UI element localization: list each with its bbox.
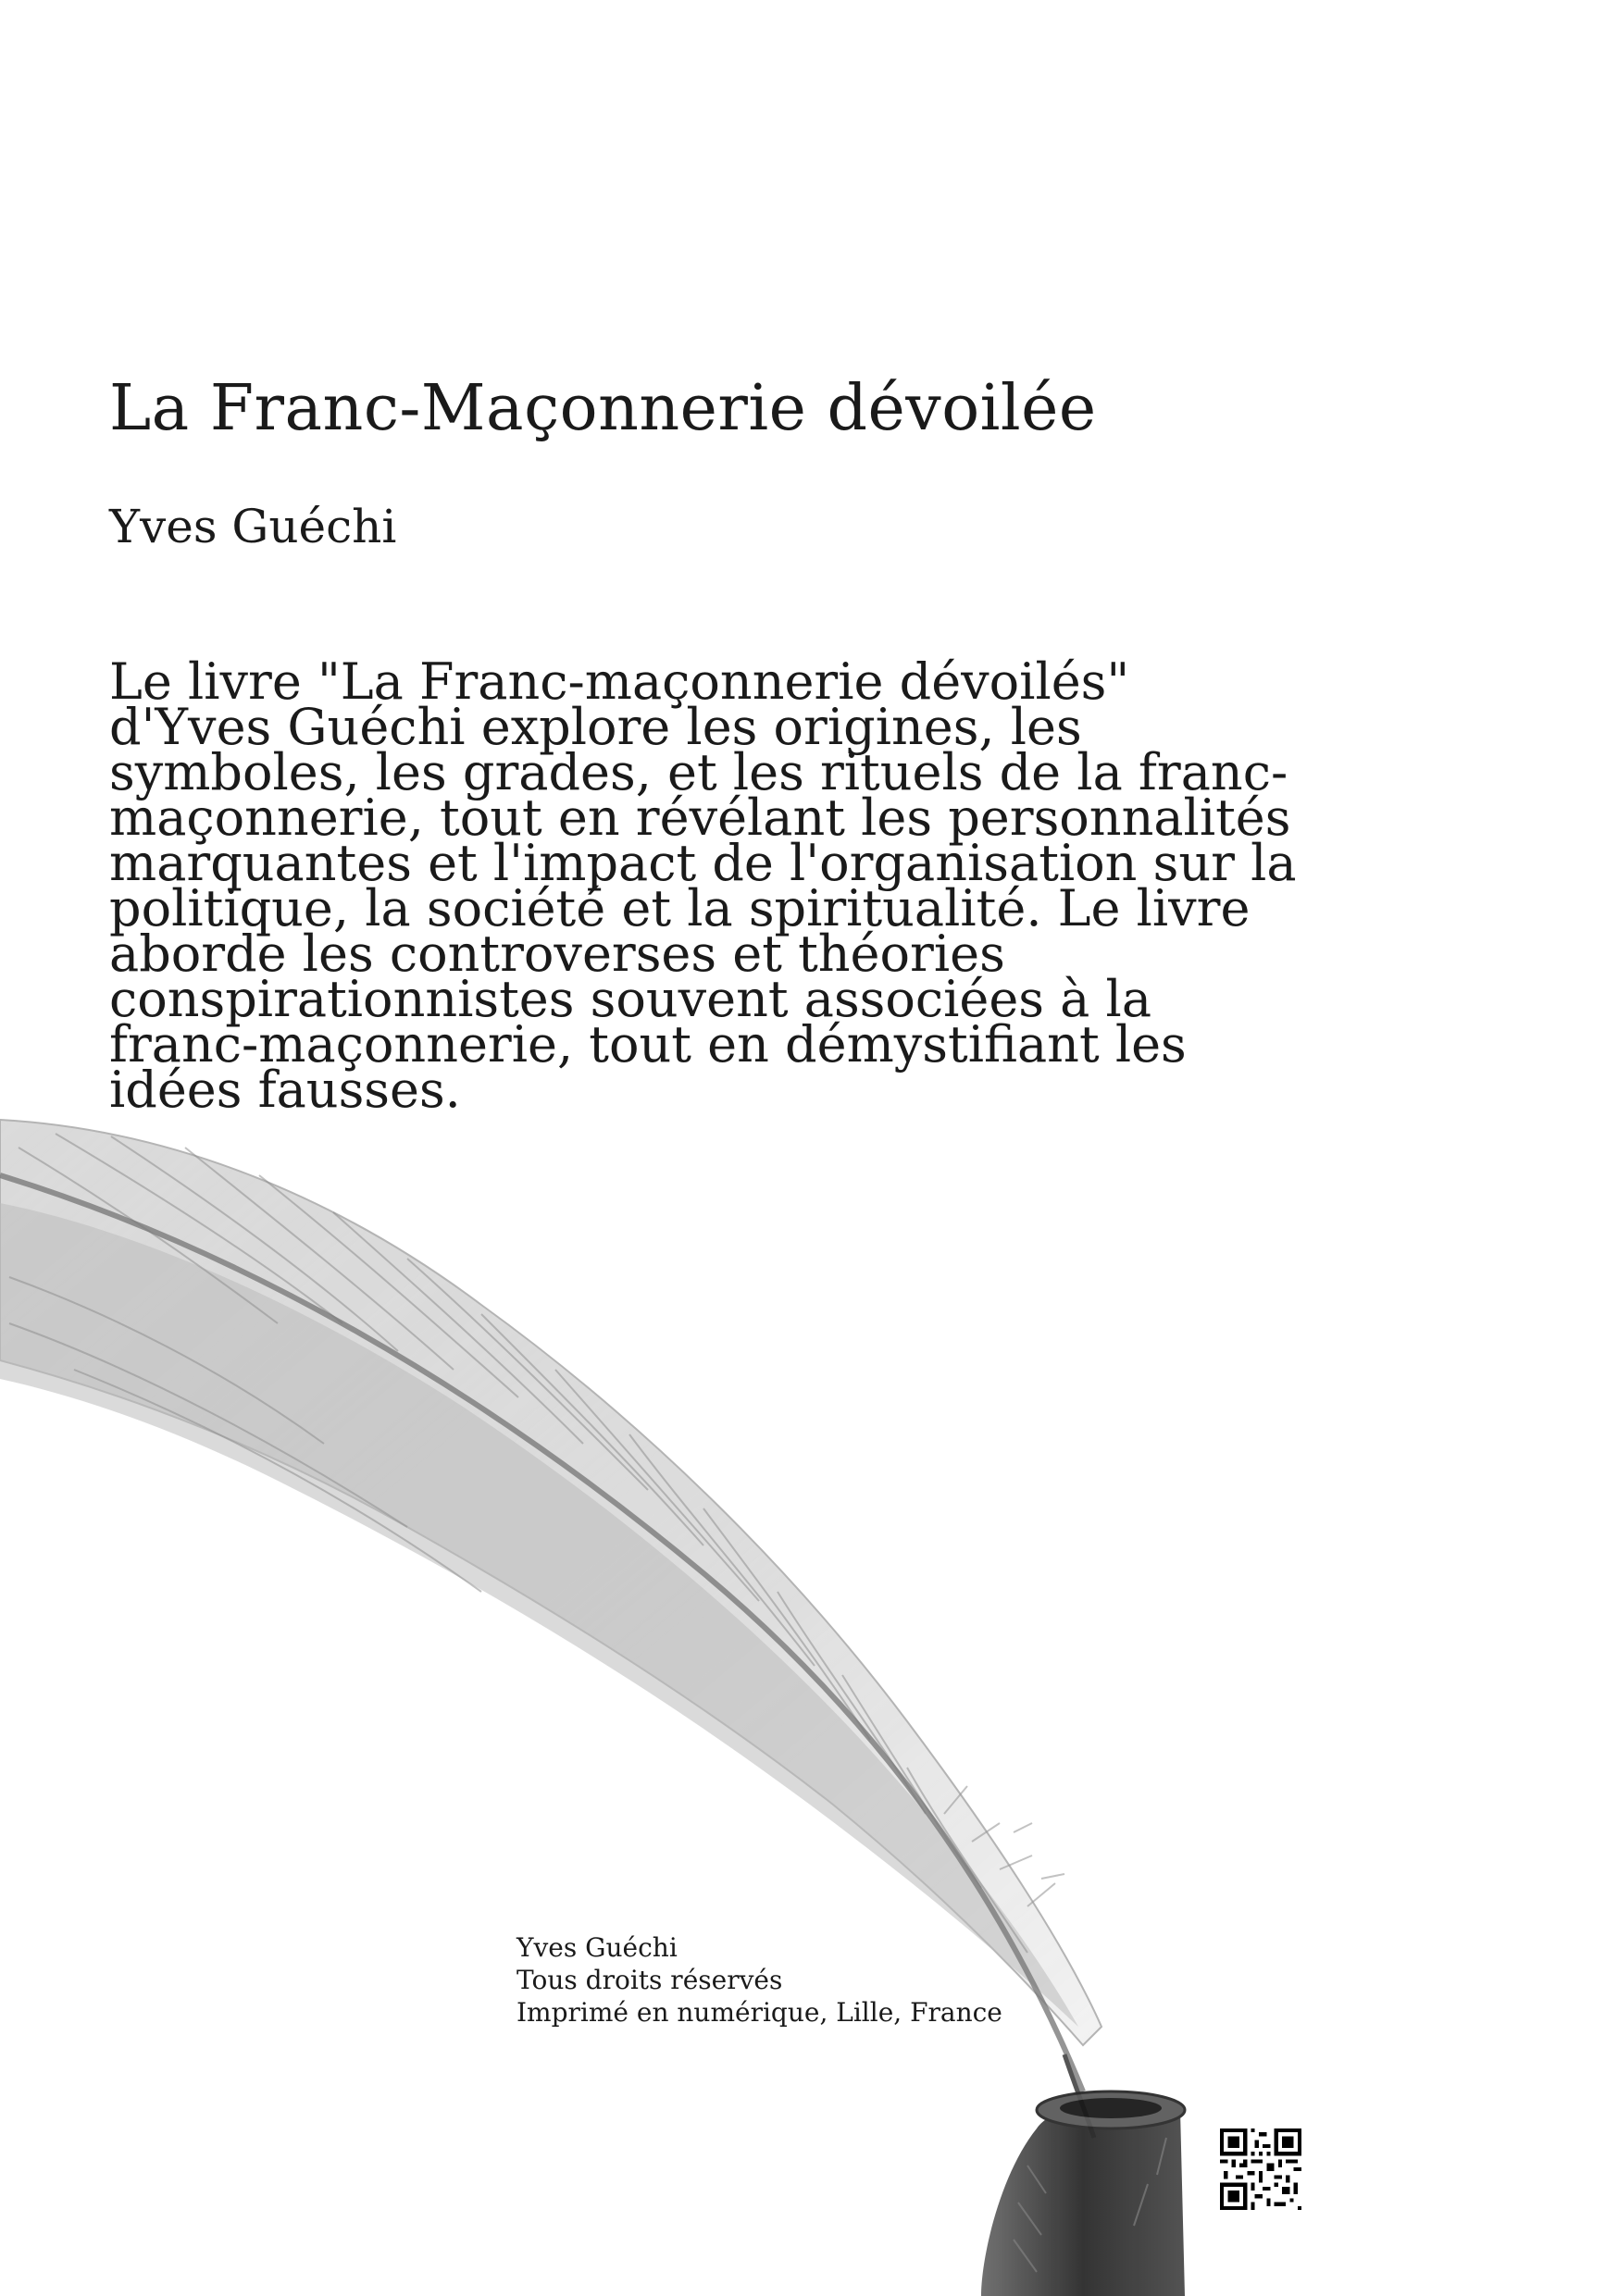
summary-line: Le livre "La Franc-maçonnerie dévoilés" — [109, 652, 1130, 711]
summary-line: idées fausses. — [109, 1061, 461, 1119]
imprint-printing: Imprimé en numérique, Lille, France — [517, 1997, 1002, 2028]
summary-line: franc-maçonnerie, tout en démystifiant les — [109, 1015, 1187, 1074]
imprint-rights: Tous droits réservés — [517, 1965, 783, 1995]
summary-line: maçonnerie, tout en révélant les personnalités — [109, 788, 1291, 847]
book-author: Yves Guéchi — [109, 500, 397, 553]
book-summary — [109, 652, 1297, 1119]
qr-code-icon — [1220, 2128, 1301, 2210]
imprint-block — [517, 1931, 1002, 2029]
summary-line: marquantes et l'impact de l'organisation sur la — [109, 834, 1297, 892]
quill-and-inkwell-icon — [0, 1092, 1203, 2296]
inkwell — [981, 2091, 1185, 2296]
book-title: La Franc-Maçonnerie dévoilée — [109, 372, 1097, 445]
imprint-author: Yves Guéchi — [517, 1932, 678, 1963]
summary-line: politique, la société et la spiritualité. Le livre — [109, 879, 1251, 937]
feather-lower-vane — [0, 1203, 1078, 2027]
summary-line: conspirationnistes souvent associées à la — [109, 970, 1152, 1028]
summary-line: symboles, les grades, et les rituels de la franc- — [109, 743, 1288, 801]
summary-line: aborde les controverses et théories — [109, 925, 1005, 983]
summary-line: d'Yves Guéchi explore les origines, les — [109, 698, 1082, 756]
